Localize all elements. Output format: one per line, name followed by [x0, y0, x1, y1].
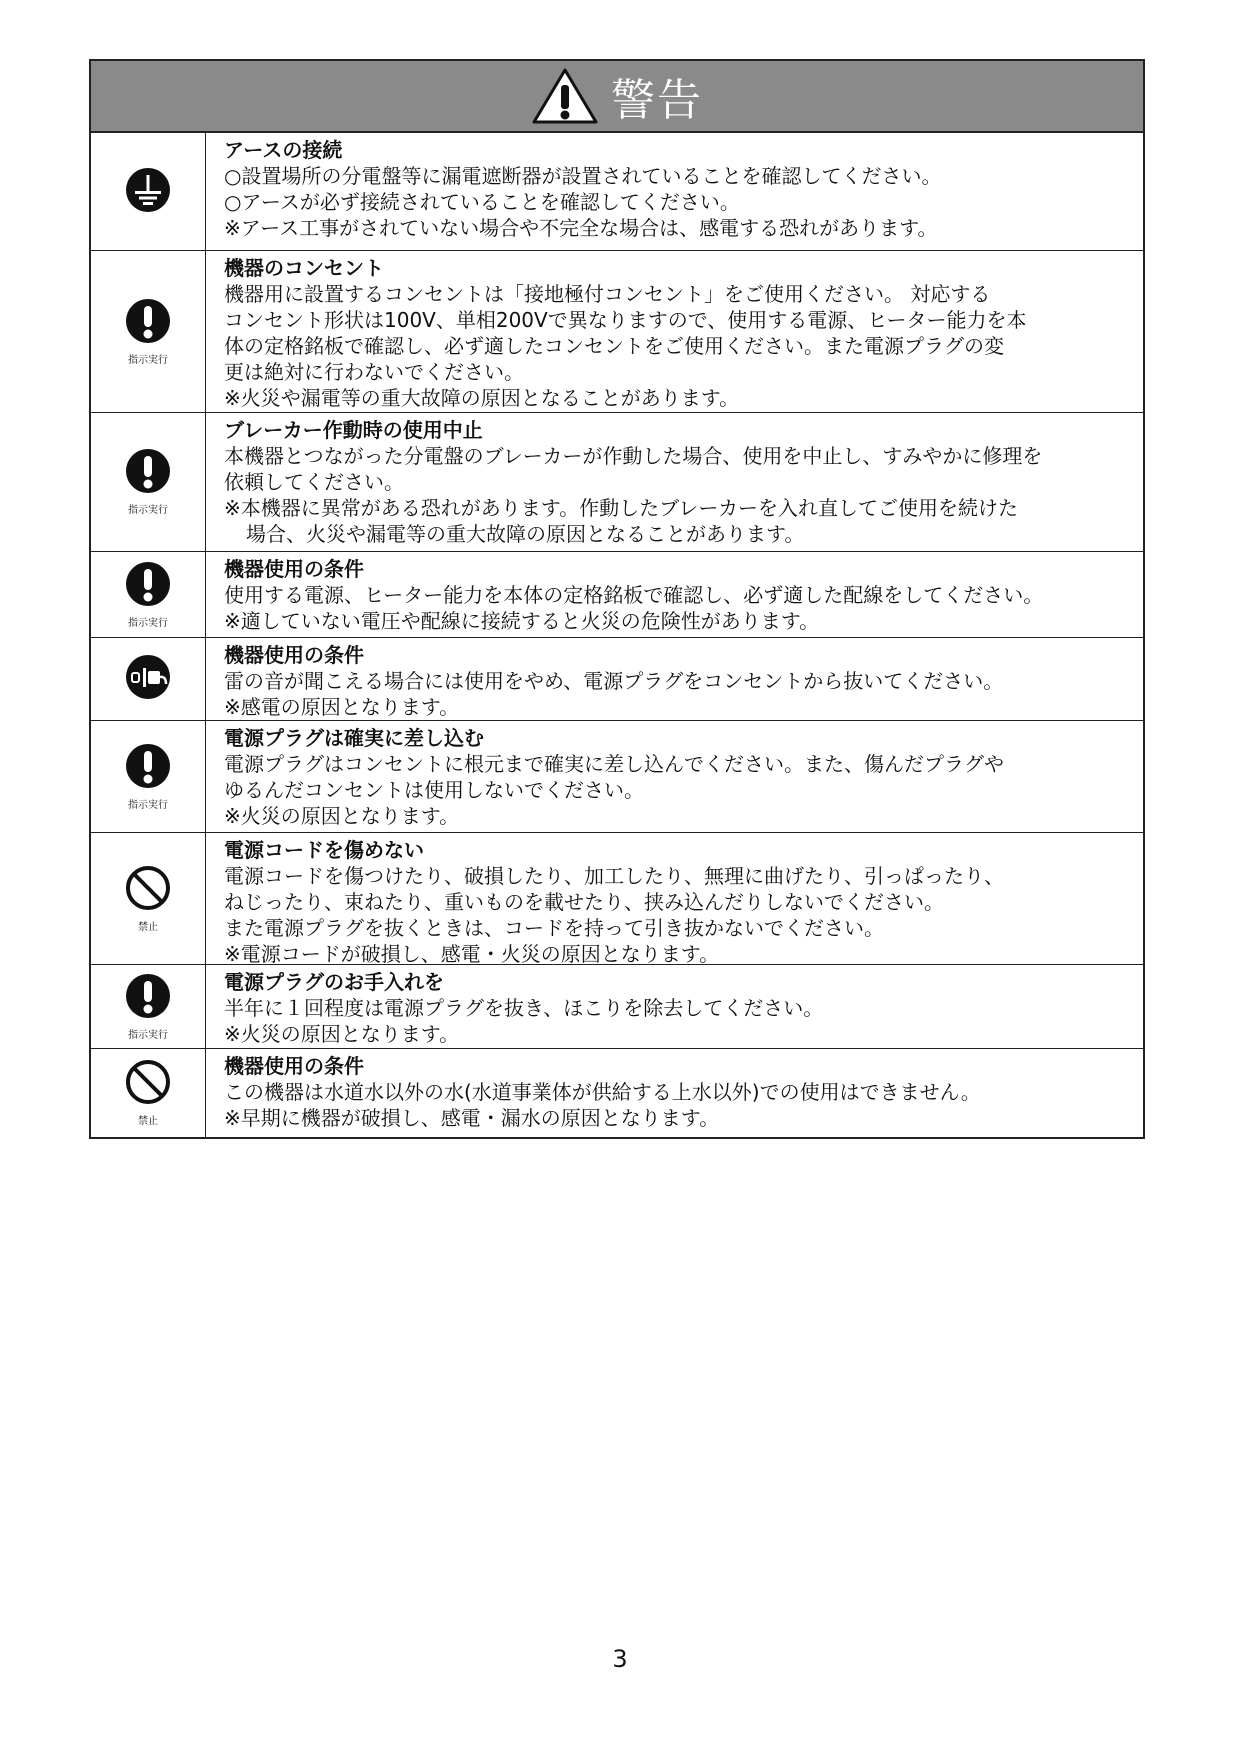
text-cell [206, 251, 1143, 412]
row-heading: 機器使用の条件 [224, 1054, 364, 1078]
instruction-icon [125, 743, 171, 793]
warning-row [91, 1048, 1143, 1137]
page-number: 3 [612, 1645, 628, 1673]
row-text-line: ※早期に機器が破損し、感電・漏水の原因となります。 [224, 1106, 720, 1130]
row-text-line: 使用する電源、ヒーター能力を本体の定格銘板で確認し、必ず適した配線をしてください。 [224, 583, 1044, 607]
row-heading: ブレーカー作動時の使用中止 [224, 418, 483, 442]
row-text-line: また電源プラグを抜くときは、コードを持って引き抜かないでください。 [224, 916, 884, 940]
warning-triangle-icon [531, 67, 599, 125]
row-text-line: 依頼してください。 [224, 470, 404, 494]
icon-cell [91, 413, 206, 551]
row-text-line: この機器は水道水以外の水(水道事業体が供給する上水以外)での使用はできません。 [224, 1080, 981, 1104]
unplug-icon [125, 654, 171, 704]
text-cell [206, 413, 1143, 551]
icon-cell [91, 1049, 206, 1137]
text-cell [206, 833, 1143, 964]
text-cell [206, 721, 1143, 832]
icon-cell [91, 965, 206, 1048]
row-text-line: 体の定格銘板で確認し、必ず適したコンセントをご使用ください。また電源プラグの変 [224, 334, 1004, 358]
row-text-line: 機器用に設置するコンセントは「接地極付コンセント」をご使用ください。 対応する [224, 282, 991, 306]
instruction-icon [125, 973, 171, 1023]
icon-cell [91, 833, 206, 964]
row-text-line: ゆるんだコンセントは使用しないでください。 [224, 778, 644, 802]
icon-cell [91, 721, 206, 832]
row-text-line: 電源コードを傷つけたり、破損したり、加工したり、無理に曲げたり、引っぱったり、 [224, 864, 1004, 888]
instruction-icon [125, 298, 171, 348]
warning-title: 警告 [611, 75, 703, 126]
row-text-line: 雷の音が聞こえる場合には使用をやめ、電源プラグをコンセントから抜いてください。 [224, 669, 1004, 693]
warning-row [91, 720, 1143, 832]
row-text-line: ※火災や漏電等の重大故障の原因となることがあります。 [224, 386, 740, 410]
row-text-line: ※適していない電圧や配線に接続すると火災の危険性があります。 [224, 609, 820, 633]
row-heading: 機器のコンセント [224, 256, 384, 280]
row-text-line: 本機器とつながった分電盤のブレーカーが作動した場合、使用を中止し、すみやかに修理を [224, 444, 1043, 468]
icon-caption: 指示実行 [128, 799, 168, 811]
warning-row [91, 250, 1143, 412]
warning-row [91, 832, 1143, 964]
instruction-icon [125, 448, 171, 498]
icon-caption: 指示実行 [128, 617, 168, 629]
instruction-icon [125, 561, 171, 611]
row-heading: 電源プラグのお手入れを [224, 970, 444, 994]
text-cell [206, 552, 1143, 637]
row-text-line: ※アース工事がされていない場合や不完全な場合は、感電する恐れがあります。 [224, 216, 938, 240]
warning-row [91, 637, 1143, 720]
warning-header [91, 61, 1143, 133]
row-text-line: ※電源コードが破損し、感電・火災の原因となります。 [224, 942, 720, 966]
row-text-line: 電源プラグはコンセントに根元まで確実に差し込んでください。また、傷んだプラグや [224, 752, 1004, 776]
icon-caption: 指示実行 [128, 505, 168, 516]
row-heading: 電源プラグは確実に差し込む [224, 726, 484, 750]
row-text-line: ※火災の原因となります。 [224, 804, 460, 828]
warning-row [91, 133, 1143, 250]
icon-cell [91, 251, 206, 412]
row-heading: 機器使用の条件 [224, 557, 364, 581]
row-text-line: 場合、火災や漏電等の重大故障の原因となることがあります。 [246, 522, 805, 546]
ground-icon [125, 167, 171, 217]
icon-cell [91, 133, 206, 250]
row-text-line: 半年に１回程度は電源プラグを抜き、ほこりを除去してください。 [224, 996, 824, 1020]
warning-box [89, 59, 1145, 1139]
text-cell [206, 133, 1143, 250]
row-text-line: ※火災の原因となります。 [224, 1022, 460, 1046]
warning-row [91, 551, 1143, 637]
row-text-line: ○設置場所の分電盤等に漏電遮断器が設置されていることを確認してください。 [224, 164, 942, 188]
row-text-line: ※感電の原因となります。 [224, 695, 460, 719]
icon-cell [91, 638, 206, 720]
warning-row [91, 964, 1143, 1048]
row-text-line: ねじったり、束ねたり、重いものを載せたり、挟み込んだりしないでください。 [224, 890, 944, 914]
text-cell [206, 965, 1143, 1048]
icon-cell [91, 552, 206, 637]
icon-caption: 指示実行 [128, 354, 168, 366]
prohibition-icon [125, 1059, 171, 1109]
row-text-line: ○アースが必ず接続されていることを確認してください。 [224, 190, 740, 214]
row-text-line: ※本機器に異常がある恐れがあります。作動したブレーカーを入れ直してご使用を続けた [224, 496, 1018, 520]
icon-caption: 禁止 [138, 1116, 158, 1127]
row-heading: 電源コードを傷めない [224, 838, 424, 862]
row-text-line: 更は絶対に行わないでください。 [224, 360, 524, 384]
text-cell [206, 1049, 1143, 1137]
row-heading: 機器使用の条件 [224, 643, 364, 667]
warning-row [91, 412, 1143, 551]
icon-caption: 指示実行 [128, 1029, 168, 1041]
row-heading: アースの接続 [224, 138, 343, 162]
prohibition-icon [125, 865, 171, 915]
text-cell [206, 638, 1143, 720]
warning-rows [91, 133, 1143, 1137]
row-text-line: コンセント形状は100V、単相200Vで異なりますので、使用する電源、ヒーター能力を本 [224, 308, 1027, 332]
icon-caption: 禁止 [138, 921, 158, 933]
